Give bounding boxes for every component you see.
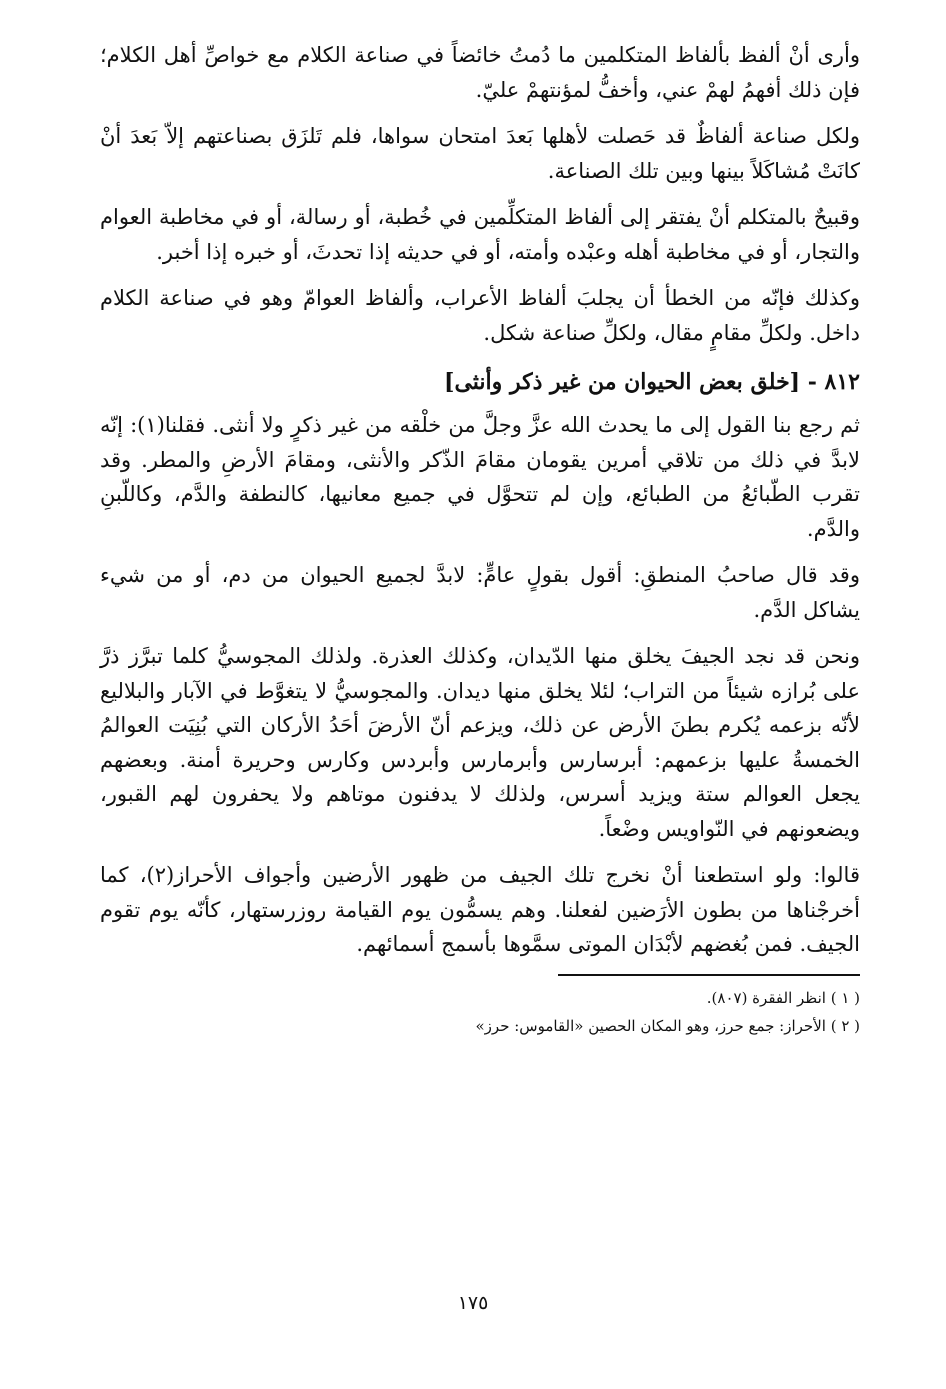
footnote: ( ٢ ) الأحراز: جمع حرز، وهو المكان الحصين «القاموس: حرز» <box>475 1016 860 1035</box>
footnote-divider <box>558 974 860 976</box>
paragraph: وقبيحٌ بالمتكلم أنْ يفتقر إلى ألفاظ المتكلِّمين في خُطبة، أو رسالة، أو في مخاطبة العوام والتجار، أو في مخاطبة أهله وعبْده وأمته، أو في حديثه إذا تحدثَ، أو خبره إذا أخبر. <box>100 205 860 264</box>
paragraph: وأرى أنْ ألفظ بألفاظ المتكلمين ما دُمتُ خائضاً في صناعة الكلام مع خواصِّ أهل الكلام؛ فإن ذلك أفهمُ لهمْ عني، وأخفُّ لمؤنتهمْ عليّ. <box>100 43 860 102</box>
paragraph: ثم رجع بنا القول إلى ما يحدث الله عزَّ وجلَّ من خلْقه من غير ذكرٍ ولا أنثى. فقلنا(١): إنّه لابدَّ في ذلك من تلاقي أمرين يقومان مقامَ الذّكر والأنثى، ومقامَ الأرضِ والمطر. وقد تقرب الطّبائعُ من الطبائع، وإن لم تتحوَّل في جميع معانيها، كالنطفة والدَّم، وكاللّبنِ والدَّم. <box>100 413 860 541</box>
page-number: ١٧٥ <box>457 1292 489 1314</box>
footnote: ( ١ ) انظر الفقرة (٨٠٧). <box>706 988 860 1007</box>
paragraph: وكذلك فإنّه من الخطأ أن يجلبَ ألفاظ الأعراب، وألفاظ العوامّ وهو في صناعة الكلام داخل. ولكلِّ مقامٍ مقال، ولكلِّ صناعة شكل. <box>100 286 860 345</box>
paragraph: ولكل صناعة ألفاظٌ قد حَصلت لأهلها بَعدَ امتحان سواها، فلم تَلزَق بصناعتهم إلاّ بَعدَ أنْ كانَتْ مُشاكَلاً بينها وبين تلك الصناعة. <box>100 124 860 183</box>
paragraph: ونحن قد نجد الجيفَ يخلق منها الدّيدان، وكذلك العذرة. ولذلك المجوسيُّ كلما تبرَّز ذرَّ على بُرازه شيئاً من التراب؛ لئلا يخلق منها ديدان. والمجوسيُّ لا يتغوَّط في الآبار والبلاليع لأنّه بزعمه يُكرم بطنَ الأرض عن ذلك، ويزعم أنّ الأرضَ أحَدُ الأركان التي بُنِيَت العوالمُ الخمسةُ عليها بزعمهم: أبرسارس وأبرمارس وأبردس وكارس وحريرة أمنة. وبعضهم يجعل العوالم ستة ويزيد أسرس، ولذلك لا يدفنون موتاهم ولا يحفرون لهم القبور، ويضعونهم في النّواويس وضْعاً. <box>100 644 860 841</box>
paragraph: قالوا: ولو استطعنا أنْ نخرج تلك الجيف من ظهور الأرضين وأجواف الأحراز(٢)، كما أخرجْناها من بطون الأرَضين لفعلنا. وهم يسمُّون يوم القيامة روزرستهار، كأنّه يوم تقوم الجيف. فمن بُغضهم لأبْدَان الموتى سمَّوها بأسمج أسمائهم. <box>100 863 860 956</box>
paragraph: وقد قال صاحبُ المنطقِ: أقول بقولٍ عامٍّ: لابدَّ لجميع الحيوان من دم، أو من شيء يشاكل الدَّم. <box>100 563 860 622</box>
section-heading: ٨١٢ - [خلق بعض الحيوان من غير ذكر وأنثى] <box>444 369 860 395</box>
